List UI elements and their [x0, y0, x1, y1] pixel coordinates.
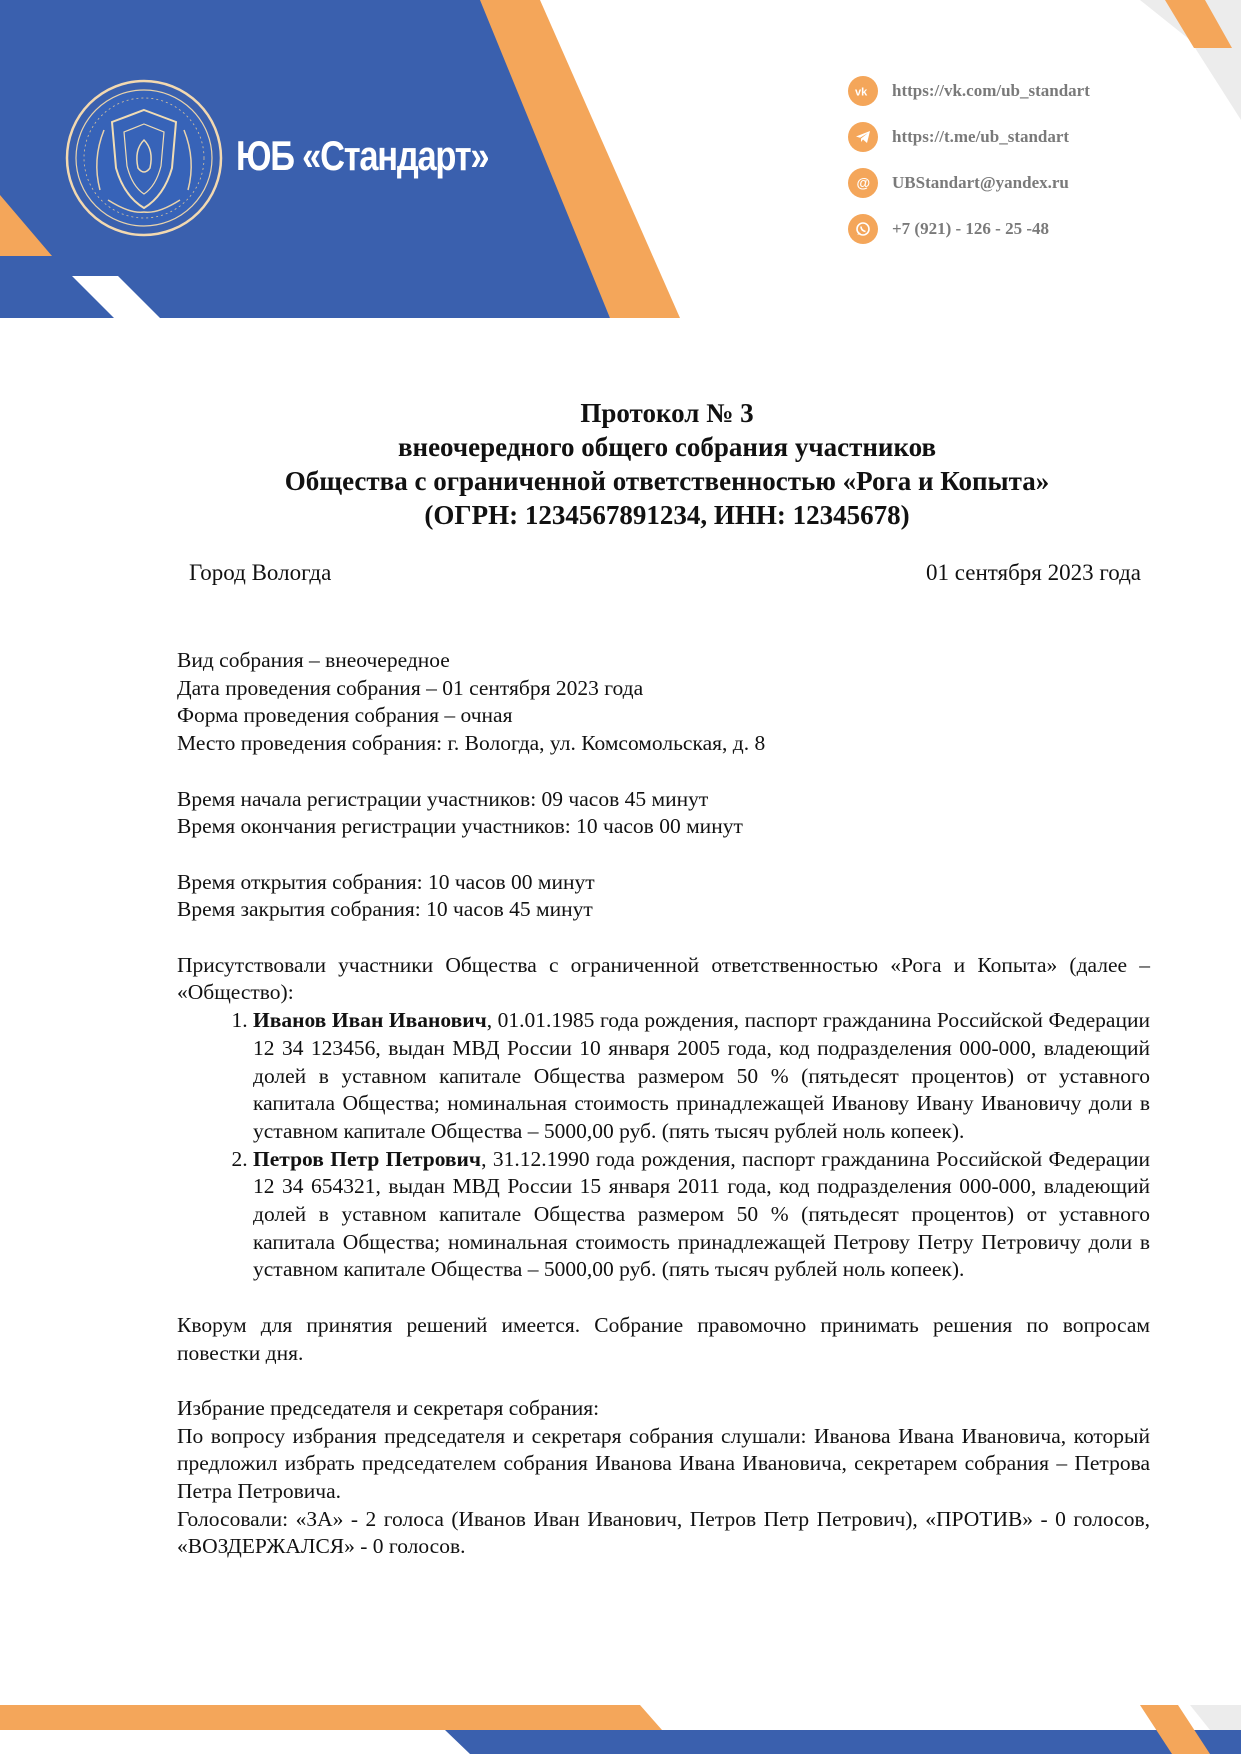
election-text: По вопросу избрания председателя и секретаря собрания слушали: Иванова Ивана Ивановича, который предложил избрать председателем собрания Иванова Ивана Ивановича, секретарем собрания – Петрова Петра Петровича. — [177, 1423, 1150, 1504]
contact-email[interactable] — [848, 160, 1228, 206]
footer-banner — [0, 1700, 1241, 1754]
participant-details: , 31.12.1990 года рождения, паспорт гражданина Российской Федерации 12 34 654321, выдан МВД России 15 января 2011 года, код подразделения 000-000, владеющий долей в уставном капитале Общества размером 50 % (пятьдесят процентов) от уставного капитала Общества; номинальная стоимость принадлежащей Петрову Петру Петровичу доли в уставном капитале Общества – 5000,00 руб. (пять тысяч рублей ноль копеек). — [253, 1146, 1150, 1282]
title-line: Общества с ограниченной ответственностью «Рога и Копыта» — [284, 466, 1050, 496]
election-heading: Избрание председателя и секретаря собрания: — [177, 1395, 600, 1420]
document-body — [177, 647, 1150, 1561]
quorum-text: Кворум для принятия решений имеется. Собрание правомочно принимать решения по вопросам повестки дня. — [177, 1312, 1150, 1365]
document-title — [177, 396, 1157, 532]
meeting-info-line: Форма проведения собрания – очная — [177, 703, 513, 728]
contacts-list — [848, 68, 1228, 252]
spacer — [177, 841, 1150, 869]
meeting-info-line: Дата проведения собрания – 01 сентября 2023 года — [177, 675, 644, 700]
title-line: внеочередного общего собрания участников — [397, 432, 937, 462]
meeting-time-line: Время открытия собрания: 10 часов 00 минут — [177, 869, 595, 894]
contact-vk[interactable] — [848, 68, 1228, 114]
svg-text:@: @ — [856, 175, 871, 191]
title-line: (ОГРН: 1234567891234, ИНН: 12345678) — [424, 500, 910, 530]
telegram-icon — [848, 122, 878, 152]
participant-details: , 01.01.1985 года рождения, паспорт гражданина Российской Федерации 12 34 123456, выдан МВД России 10 января 2005 года, код подразделения 000-000, владеющий долей в уставном капитале Общества размером 50 % (пятьдесят процентов) от уставного капитала Общества; номинальная стоимость принадлежащей Иванову Ивану Ивановичу доли в уставном капитале Общества – 5000,00 руб. (пять тысяч рублей ноль копеек). — [253, 1008, 1150, 1143]
registration-line: Время начала регистрации участников: 09 часов 45 минут — [177, 786, 709, 811]
vote-result: Голосовали: «ЗА» - 2 голоса (Иванов Иван Иванович, Петров Петр Петрович), «ПРОТИВ» - 0 голосов, «ВОЗДЕРЖАЛСЯ» - 0 голосов. — [177, 1506, 1150, 1559]
orange-footer-band — [0, 1705, 662, 1730]
contact-text: +7 (921) - 126 - 25 -48 — [892, 219, 1049, 238]
title-line: Протокол № 3 — [580, 398, 754, 428]
blue-footer-band — [445, 1730, 1241, 1754]
participants-list — [177, 1007, 1150, 1284]
contact-text: UBStandart@yandex.ru — [892, 173, 1069, 192]
spacer — [177, 1284, 1150, 1312]
registration-line: Время окончания регистрации участников: 10 часов 00 минут — [177, 814, 743, 839]
meeting-time-line: Время закрытия собрания: 10 часов 45 минут — [177, 897, 593, 922]
spacer — [177, 758, 1150, 786]
company-emblem-icon — [67, 81, 221, 235]
spacer — [177, 1367, 1150, 1395]
spacer — [177, 924, 1150, 952]
contact-text: https://vk.com/ub_standart — [892, 81, 1090, 100]
meeting-info-line: Вид собрания – внеочередное — [177, 648, 450, 672]
attendees-intro: Присутствовали участники Общества с ограниченной ответственностью «Рога и Копыта» (далее – «Общество): — [177, 952, 1150, 1005]
whatsapp-icon — [848, 214, 878, 244]
meeting-info-line: Место проведения собрания: г. Вологда, ул. Комсомольская, д. 8 — [177, 731, 766, 756]
contact-text: https://t.me/ub_standart — [892, 127, 1070, 146]
contact-phone[interactable] — [848, 206, 1228, 252]
participant-item — [253, 1007, 1150, 1146]
document-city: Город Вологда — [189, 560, 332, 585]
participant-item — [253, 1146, 1150, 1285]
participant-name: Иванов Иван Иванович — [253, 1008, 487, 1033]
grey-footer-stripe — [1190, 1705, 1241, 1730]
contact-telegram[interactable] — [848, 114, 1228, 160]
company-name: ЮБ «Стандарт» — [236, 132, 489, 179]
vk-icon — [848, 76, 878, 106]
document-date: 01 сентября 2023 года — [926, 560, 1141, 585]
participant-name: Петров Петр Петрович — [253, 1146, 482, 1171]
email-icon — [848, 168, 878, 198]
svg-text:vk: vk — [855, 86, 868, 97]
